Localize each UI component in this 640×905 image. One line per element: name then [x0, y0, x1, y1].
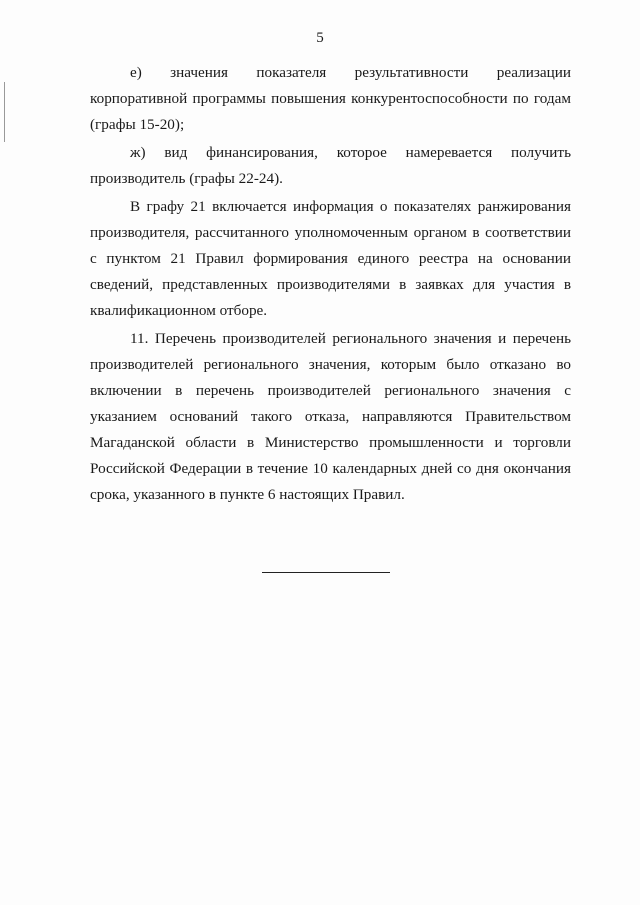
text-line: включении в перечень производителей регионального значения с	[90, 382, 571, 399]
text-line: корпоративной программы повышения конкурентоспособности по годам	[90, 90, 571, 107]
text-line: (графы 15-20);	[90, 116, 185, 133]
text-line: В графу 21 включается информация о показателях ранжирования	[130, 198, 571, 215]
paragraph-column-21	[90, 194, 571, 324]
document-body	[90, 60, 571, 508]
text-line: производителей регионального значения, которым было отказано во	[90, 356, 571, 373]
text-line: производителя, рассчитанного уполномоченным органом в соответствии	[90, 224, 571, 241]
end-of-document-divider	[262, 572, 390, 573]
paragraph-item-e	[90, 60, 571, 138]
text-line: квалификационном отборе.	[90, 302, 268, 319]
text-line: е) значения показателя результативности реализации	[130, 64, 571, 81]
text-line: производитель (графы 22-24).	[90, 170, 283, 187]
text-line: Российской Федерации в течение 10 календарных дней со дня окончания	[90, 460, 571, 477]
text-line: 11. Перечень производителей регионального значения и перечень	[130, 330, 571, 347]
text-line: ж) вид финансирования, которое намеревается получить	[130, 144, 571, 161]
text-line: Магаданской области в Министерство промышленности и торговли	[90, 434, 571, 451]
text-line: указанием оснований такого отказа, направляются Правительством	[90, 408, 571, 425]
page-number: 5	[316, 30, 324, 46]
paragraph-item-11	[90, 326, 571, 508]
text-line: срока, указанного в пункте 6 настоящих Правил.	[90, 486, 405, 503]
scan-margin-mark	[4, 82, 5, 142]
text-line: сведений, представленных производителями в заявках для участия в	[90, 276, 571, 293]
paragraph-item-zh	[90, 140, 571, 192]
text-line: с пунктом 21 Правил формирования единого реестра на основании	[90, 250, 571, 267]
